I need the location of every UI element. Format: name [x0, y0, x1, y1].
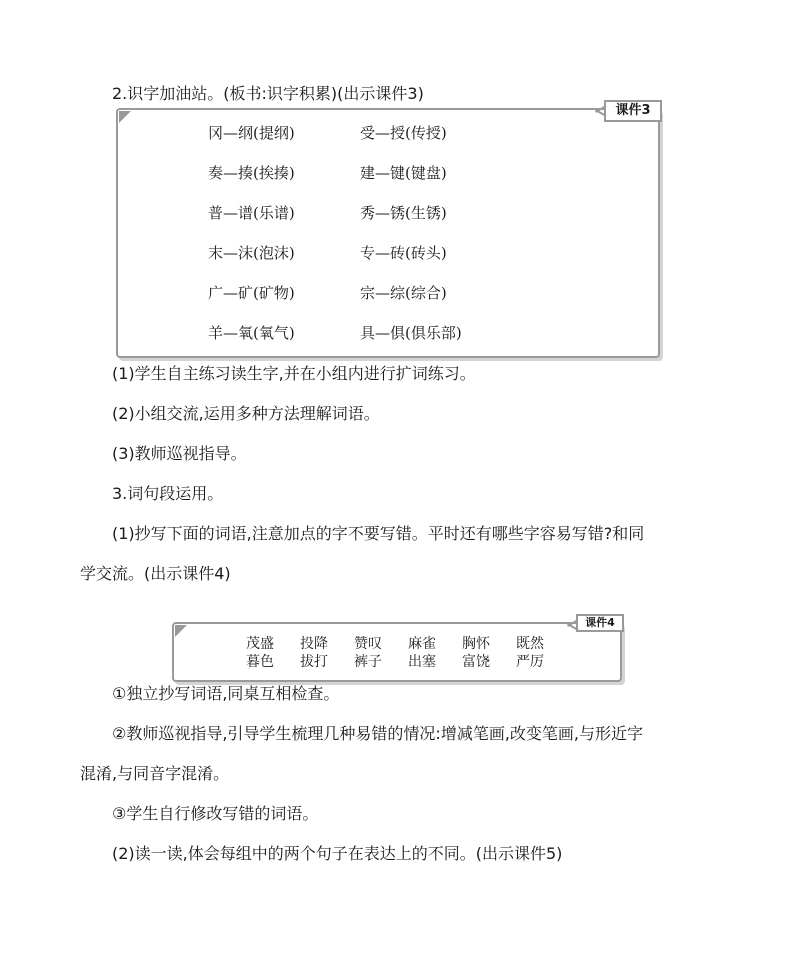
section3-heading: 3.词句段运用。	[112, 484, 224, 503]
section2-step-3: (3)教师巡视指导。	[112, 444, 247, 463]
pair-left-5: 广—矿(矿物)	[208, 284, 295, 302]
section3-task1-line2: 学交流。(出示课件4)	[80, 564, 231, 583]
courseware4-box	[172, 622, 622, 682]
section3-step-2-line1: ②教师巡视指导,引导学生梳理几种易错的情况:增减笔画,改变笔画,与形近字	[112, 724, 643, 743]
courseware3-box	[116, 108, 660, 358]
pair-left-4: 末—沫(泡沫)	[208, 244, 295, 262]
pair-right-1: 受—授(传授)	[360, 124, 447, 142]
pair-left-1: 冈—纲(提纲)	[208, 124, 295, 142]
word-r1-6: 既然	[516, 636, 544, 652]
box-corner-mark	[175, 625, 187, 637]
courseware3-tag: 课件3	[604, 100, 662, 122]
word-r2-2: 拔打	[300, 654, 328, 670]
word-r1-4: 麻雀	[408, 636, 436, 652]
word-r2-5: 富饶	[462, 654, 490, 670]
section3-task2: (2)读一读,体会每组中的两个句子在表达上的不同。(出示课件5)	[112, 844, 563, 863]
pair-right-6: 具—俱(俱乐部)	[360, 324, 462, 342]
word-r1-3: 赞叹	[354, 636, 382, 652]
pair-right-3: 秀—锈(生锈)	[360, 204, 447, 222]
section2-heading: 2.识字加油站。(板书:识字积累)(出示课件3)	[112, 84, 424, 103]
word-r2-4: 出塞	[408, 654, 436, 670]
pair-left-3: 普—谱(乐谱)	[208, 204, 295, 222]
word-r1-1: 茂盛	[246, 636, 274, 652]
word-r2-6: 严厉	[516, 654, 544, 670]
section3-step-2-line2: 混淆,与同音字混淆。	[80, 764, 230, 783]
box-corner-mark	[119, 111, 131, 123]
pair-left-6: 羊—氧(氧气)	[208, 324, 295, 342]
section3-task1-line1: (1)抄写下面的词语,注意加点的字不要写错。平时还有哪些字容易写错?和同	[112, 524, 645, 543]
word-r1-2: 投降	[300, 636, 328, 652]
word-r2-3: 裤子	[354, 654, 382, 670]
pair-right-5: 宗—综(综合)	[360, 284, 447, 302]
section3-step-3: ③学生自行修改写错的词语。	[112, 804, 319, 823]
section3-step-1: ①独立抄写词语,同桌互相检查。	[112, 684, 340, 703]
section2-step-2: (2)小组交流,运用多种方法理解词语。	[112, 404, 380, 423]
pair-right-4: 专—砖(砖头)	[360, 244, 447, 262]
section2-step-1: (1)学生自主练习读生字,并在小组内进行扩词练习。	[112, 364, 476, 383]
courseware4-tag: 课件4	[576, 614, 624, 632]
word-r2-1: 暮色	[246, 654, 274, 670]
word-r1-5: 胸怀	[462, 636, 490, 652]
pair-left-2: 奏—揍(挨揍)	[208, 164, 295, 182]
pair-right-2: 建—键(键盘)	[360, 164, 447, 182]
